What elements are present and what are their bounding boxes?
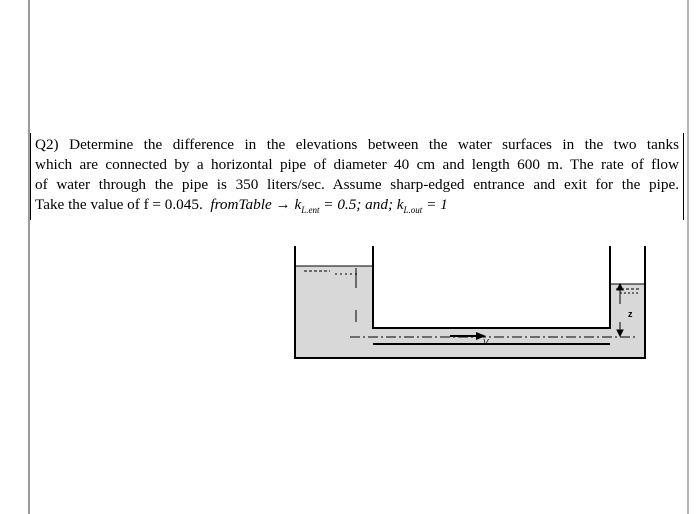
two-tanks-pipe-diagram <box>290 242 650 372</box>
page-border-right <box>687 0 689 514</box>
math-arrow-k: → k <box>275 196 302 213</box>
friction-factor-text: Take the value of f = 0.045. <box>35 196 203 213</box>
question-line-4 <box>35 195 679 220</box>
subscript-entrance: L.ent <box>301 205 320 215</box>
math-from-table: fromTable <box>210 196 272 213</box>
subscript-exit: L.out <box>403 205 423 215</box>
velocity-label: V <box>483 338 489 347</box>
question-text-block <box>30 133 684 220</box>
question-line-3: of water through the pipe is 350 liters/sec. Assume sharp-edged entrance and exit for the pipe. <box>35 176 679 193</box>
question-line-1: Q2) Determine the difference in the elevations between the water surfaces in the two tanks <box>35 136 679 153</box>
math-exit-value: = 1 <box>422 196 448 213</box>
elevation-difference-label: z <box>628 309 633 319</box>
math-entrance-value: = 0.5; and; k <box>319 196 404 213</box>
question-line-2: which are connected by a horizontal pipe of diameter 40 cm and length 600 m. The rate of flow <box>35 156 679 173</box>
page-border-left <box>28 0 30 514</box>
